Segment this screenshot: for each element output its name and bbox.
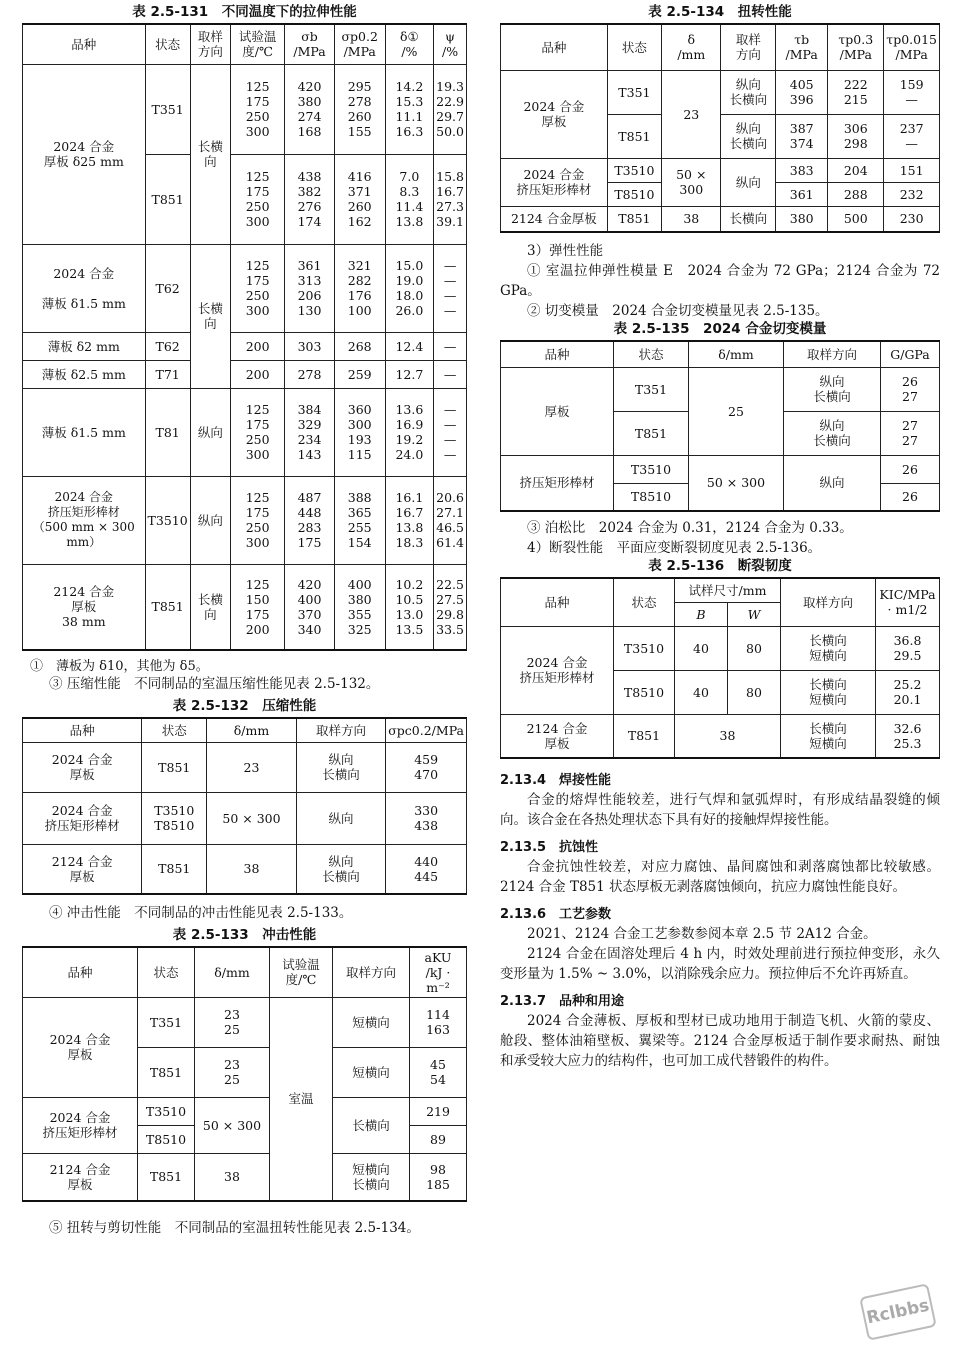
paragraph: ② 切变模量 2024 合金切变模量见表 2.5-135。	[527, 303, 829, 319]
col-header: σpc0.2/MPa	[386, 718, 467, 742]
watermark-logo: Rclbbs	[859, 1283, 937, 1341]
table-133-caption: 表 2.5-133 冲击性能	[172, 927, 317, 943]
table-row: 2124 合金 厚板 T851 38 纵向 长横向 440 445	[23, 844, 467, 894]
col-header: δ /mm	[662, 24, 721, 70]
table-row: T851 纵向 长横向 27 27	[501, 411, 940, 455]
table-row: T851 23 25 短横向 45 54	[23, 1047, 467, 1097]
col-header: ψ /%	[434, 24, 467, 64]
table-row: T851 125 175 250 300 438 382 276 174 416 371 260 162 7.0 8.3 11.4 13.8 15.8 16.7 27.3 39.1	[23, 154, 467, 244]
left-column	[22, 0, 467, 1238]
col-header: 品种	[23, 718, 142, 742]
table-row: T851 纵向 长横向 387 374 306 298 237 —	[501, 114, 940, 158]
table-136-caption: 表 2.5-136 断裂韧度	[648, 558, 792, 574]
col-header: 取样方向	[781, 578, 876, 626]
col-header: 状态	[607, 24, 661, 70]
col-header: 品种	[23, 947, 138, 997]
table-row: 2024 合金 厚板 T351 23 25 室温 短横向 114 163	[23, 997, 467, 1047]
col-header: δ① /%	[385, 24, 434, 64]
table-row: 2124 合金 厚板 T851 38 短横向 长横向 98 185	[23, 1153, 467, 1201]
col-header: 试样尺寸/mm	[675, 578, 781, 602]
paragraph: ① 室温拉伸弹性模量 E 2024 合金为 72 GPa；2124 合金为 72 GPa。	[500, 263, 940, 299]
table-row: 2024 合金 厚板 δ25 mm T351 长横 向 125 175 250 300 420 380 274 168 295 278 260 155 14.2 15.3 11.1 16.3 19.3 22.9 29.7 50.0	[23, 64, 467, 154]
paragraph: ③ 压缩性能 不同制品的室温压缩性能见表 2.5-132。	[49, 676, 380, 692]
table-row: 2124 合金 厚板 T851 38 长横向 短横向 32.6 25.3	[501, 714, 940, 758]
table-row: 2024 合金 厚板 T851 23 纵向 长横向 459 470	[23, 742, 467, 792]
col-header: W	[728, 602, 781, 626]
col-header: δ/mm	[195, 947, 270, 997]
table-132-caption: 表 2.5-132 压缩性能	[172, 698, 317, 714]
col-header: G/GPa	[881, 341, 940, 367]
table-134-caption: 表 2.5-134 扭转性能	[648, 4, 792, 20]
paragraph: ⑤ 扭转与剪切性能 不同制品的室温扭转性能见表 2.5-134。	[49, 1220, 420, 1236]
col-header: 状态	[614, 578, 675, 626]
col-header: 取样 方向	[190, 24, 230, 64]
table-132	[22, 717, 467, 895]
col-header: 品种	[501, 578, 614, 626]
section-heading: 2.13.6 工艺参数	[500, 907, 612, 922]
col-header: 取样方向	[296, 718, 385, 742]
table-131-note: ① 薄板为 δ10，其他为 δ5。	[30, 659, 209, 674]
paragraph: 2024 合金薄板、厚板和型材已成功地用于制造飞机、火箭的蒙皮、舱段、整体油箱壁板、翼梁等。2124 合金厚板适于制作要求耐热、耐蚀和承受较大应力的结构件，也可加工成代替锻件的构件。	[500, 1013, 940, 1069]
table-row: 2024 合金 厚板 T351 23 纵向 长横向 405 396 222 215 159 —	[501, 70, 940, 114]
col-header: 取样方向	[333, 947, 410, 997]
col-header: σb /MPa	[285, 24, 335, 64]
table-row: T8510 89	[23, 1125, 467, 1153]
table-135	[500, 340, 940, 512]
col-header: 状态	[138, 947, 195, 997]
col-header: aKU /kJ · m⁻²	[410, 947, 467, 997]
col-header: 状态	[614, 341, 689, 367]
table-row: 2024 合金 挤压矩形棒材 （500 mm × 300 mm） T3510 纵向 125 175 250 300 487 448 283 175 388 365 255 154 16.1 16.7 13.8 18.3 20.6 27.1 46.5 61.4	[23, 476, 467, 564]
table-row: 2124 合金 厚板 38 mm T851 长横 向 125 150 175 200 420 400 370 340 400 380 355 325 10.2 10.5 13.0 13.5 22.5 27.5 29.8 33.5	[23, 564, 467, 650]
col-header: 取样 方向	[721, 24, 776, 70]
table-row: 2024 合金 薄板 δ1.5 mm T62 长横 向 125 175 250 300 361 313 206 130 321 282 176 100 15.0 19.0 18.0 26.0 — — — —	[23, 244, 467, 332]
col-header: 品种	[23, 24, 146, 64]
table-row: 薄板 δ1.5 mm T81 纵向 125 175 250 300 384 329 234 143 360 300 193 115 13.6 16.9 19.2 24.0 — — — —	[23, 388, 467, 476]
table-136	[500, 577, 940, 759]
table-row: T8510 40 80 长横向 短横向 25.2 20.1	[501, 670, 940, 714]
col-header: 试验温 度/℃	[231, 24, 285, 64]
col-header: 取样方向	[784, 341, 881, 367]
col-header: 品种	[501, 341, 614, 367]
table-row: 挤压矩形棒材 T3510 50 × 300 纵向 26	[501, 455, 940, 483]
paragraph: ③ 泊松比 2024 合金为 0.31，2124 合金为 0.33。	[527, 520, 853, 536]
table-135-caption: 表 2.5-135 2024 合金切变模量	[613, 321, 827, 337]
table-row: 2024 合金 挤压矩形棒材 T3510 40 80 长横向 短横向 36.8 29.5	[501, 626, 940, 670]
table-131-caption: 表 2.5-131 不同温度下的拉伸性能	[132, 4, 357, 20]
paragraph: 合金抗蚀性较差，对应力腐蚀、晶间腐蚀和剥落腐蚀都比较敏感。2124 合金 T851 状态厚板无剥落腐蚀倾向，抗应力腐蚀性能良好。	[500, 859, 940, 895]
col-header: σp0.2 /MPa	[334, 24, 385, 64]
table-row: T8510 361 288 232	[501, 182, 940, 206]
table-133	[22, 946, 467, 1202]
col-header: 品种	[501, 24, 608, 70]
table-row: 薄板 δ2.5 mm T71 200 278 259 12.7 —	[23, 360, 467, 388]
col-header: τp0.3 /MPa	[828, 24, 884, 70]
paragraph: 合金的熔焊性能较差，进行气焊和氩弧焊时，有形成结晶裂缝的倾向。该合金在各热处理状态下具有好的接触焊焊接性能。	[500, 792, 940, 828]
col-header: 状态	[142, 718, 207, 742]
table-row: 2024 合金 挤压矩形棒材 T3510 T8510 50 × 300 纵向 330 438	[23, 792, 467, 844]
paragraph: 2124 合金在固溶处理后 4 h 内，时效处理前进行预拉伸变形，永久变形量为 1.5% ~ 3.0%，以消除残余应力。预拉伸后不允许再矫直。	[500, 946, 940, 982]
table-131	[22, 23, 467, 651]
table-row: 薄板 δ2 mm T62 200 303 268 12.4 —	[23, 332, 467, 360]
table-134	[500, 23, 940, 233]
paragraph: 2021、2124 合金工艺参数参阅本章 2.5 节 2A12 合金。	[527, 926, 877, 942]
section-heading: 2.13.4 焊接性能	[500, 773, 612, 788]
paragraph: ④ 冲击性能 不同制品的冲击性能见表 2.5-133。	[49, 905, 353, 921]
section-title: 3）弹性性能	[527, 243, 604, 259]
table-row: T8510 26	[501, 483, 940, 511]
col-header: KIC/MPa · m1/2	[876, 578, 940, 626]
col-header: δ/mm	[207, 718, 297, 742]
col-header: 试验温 度/℃	[270, 947, 333, 997]
col-header: B	[675, 602, 728, 626]
col-header: τp0.015 /MPa	[884, 24, 940, 70]
paragraph: 4）断裂性能 平面应变断裂韧度见表 2.5-136。	[527, 540, 822, 556]
table-row: 2024 合金 挤压矩形棒材 T3510 50 × 300 长横向 219	[23, 1097, 467, 1125]
right-column	[500, 0, 940, 1071]
col-header: δ/mm	[689, 341, 784, 367]
col-header: τb /MPa	[776, 24, 828, 70]
table-row: 厚板 T351 25 纵向 长横向 26 27	[501, 367, 940, 411]
section-heading: 2.13.7 品种和用途	[500, 994, 625, 1009]
section-heading: 2.13.5 抗蚀性	[500, 840, 599, 855]
col-header: 状态	[145, 24, 190, 64]
table-row: 2124 合金厚板 T851 38 长横向 380 500 230	[501, 206, 940, 232]
table-row: 2024 合金 挤压矩形棒材 T3510 50 × 300 纵向 383 204 151	[501, 158, 940, 182]
